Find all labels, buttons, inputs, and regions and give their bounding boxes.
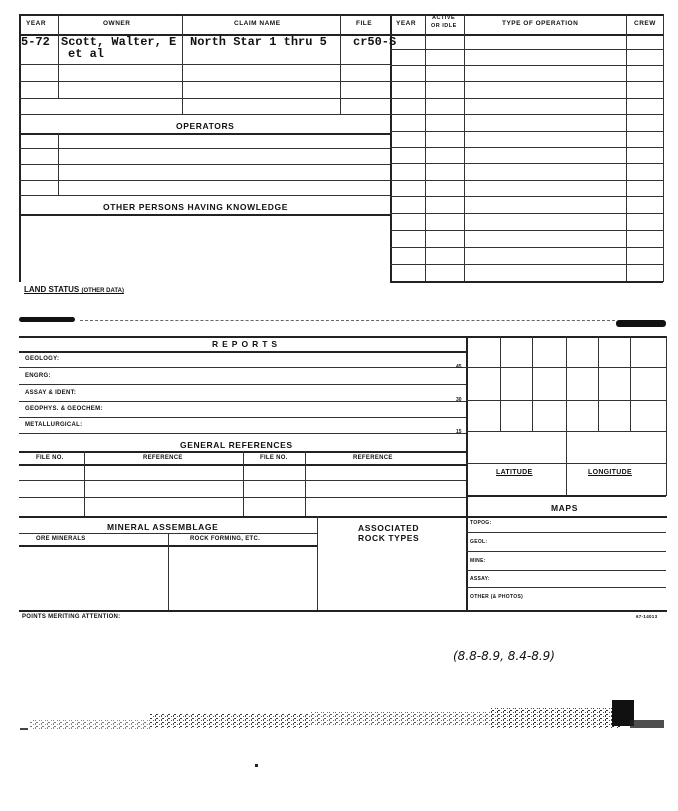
report-geology: GEOLOGY: (25, 356, 60, 362)
ore-minerals-header: ORE MINERALS (36, 536, 86, 542)
header-year: YEAR (26, 20, 47, 27)
scan-artifact-band (0, 690, 678, 770)
rock-forming-header: ROCK FORMING, ETC. (190, 536, 261, 542)
ref-header-reference-1: REFERENCE (143, 455, 183, 461)
report-metallurgical: METALLURGICAL: (25, 422, 83, 428)
header-claim-name: CLAIM NAME (234, 20, 281, 27)
header-top-line (19, 14, 663, 16)
maps-mine: MINE: (470, 558, 486, 564)
header-type-of-operation: TYPE OF OPERATION (502, 20, 579, 27)
other-persons-label: OTHER PERSONS HAVING KNOWLEDGE (103, 202, 289, 212)
reports-title: REPORTS (212, 339, 282, 349)
land-status-label: LAND STATUS (OTHER DATA) (24, 285, 124, 294)
header-crew: CREW (634, 20, 656, 27)
form-number: 67-14013 (636, 614, 658, 619)
handwritten-note: (8.8-8.9, 8.4-8.9) (453, 649, 555, 663)
scale-number-30: 30 (456, 397, 462, 403)
report-engrg: ENGRG: (25, 373, 51, 379)
record-claim-name: North Star 1 thru 5 (190, 35, 327, 49)
report-assay-ident: ASSAY & IDENT: (25, 390, 77, 396)
scan-smear-right (616, 320, 666, 327)
header-year-2: YEAR (396, 20, 417, 27)
operators-label: OPERATORS (176, 121, 235, 131)
points-meriting-attention-label: POINTS MERITING ATTENTION: (22, 614, 121, 620)
record-owner-line2: et al (68, 47, 105, 61)
header-file: FILE (356, 20, 373, 27)
table-right-border (663, 14, 664, 282)
maps-title: MAPS (551, 503, 578, 513)
maps-topog: TOPOG: (470, 520, 492, 526)
record-owner-line1: Scott, Walter, E (61, 35, 177, 49)
ref-header-reference-2: REFERENCE (353, 455, 393, 461)
associated-label: ASSOCIATED (358, 523, 420, 533)
table-divider (390, 14, 392, 282)
ref-header-file-no-2: FILE NO. (260, 455, 288, 461)
header-active: ACTIVE (432, 15, 456, 21)
general-references-title: GENERAL REFERENCES (180, 440, 293, 450)
scale-number-45: 45 (456, 364, 462, 370)
longitude-label: LONGITUDE (588, 469, 632, 476)
report-geophys-geochem: GEOPHYS. & GEOCHEM: (25, 406, 103, 412)
header-owner: OWNER (103, 20, 131, 27)
maps-other-photos: OTHER (& PHOTOS) (470, 594, 524, 600)
scale-number-15: 15 (456, 429, 462, 435)
ref-header-file-no-1: FILE NO. (36, 455, 64, 461)
mineral-assemblage-title: MINERAL ASSEMBLAGE (107, 522, 219, 532)
header-or-idle: OR IDLE (431, 23, 457, 29)
record-file: cr50-S (353, 35, 397, 49)
latitude-label: LATITUDE (496, 469, 533, 476)
rock-types-label: ROCK TYPES (358, 533, 420, 543)
maps-assay: ASSAY: (470, 576, 490, 582)
scan-smear-left (19, 317, 75, 322)
record-year: 5-72 (21, 35, 50, 49)
maps-geol: GEOL: (470, 539, 488, 545)
